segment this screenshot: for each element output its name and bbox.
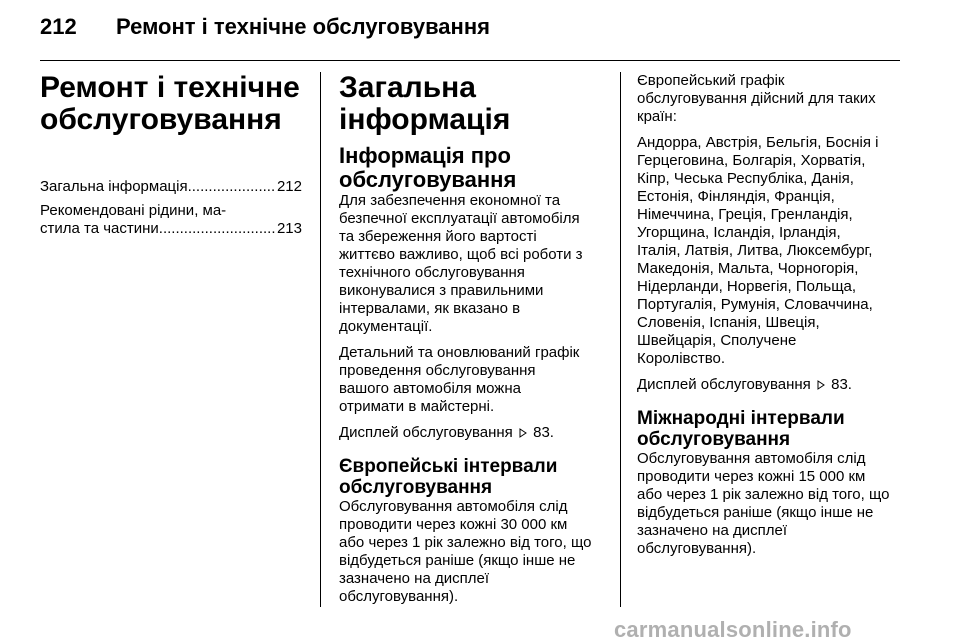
running-title: Ремонт і технічне обслуговування <box>116 14 490 39</box>
reference-arrow-icon <box>817 380 825 390</box>
toc-entry-general-info[interactable]: Загальна інформація ..... 212 <box>40 178 302 196</box>
paragraph: Детальний та оновлюваний графік проведення обслуговування вашого автомобіля можна отримати в майстерні. <box>339 344 580 415</box>
paragraph: Для забезпечення економної та безпечної експлуатації автомобіля та збереження його вартості життєво важливо, щоб всі роботи з технічного обслуговування виконувалися з правильними інтервалами, як вказано в документації. <box>339 192 583 335</box>
paragraph: Обслуговування автомобіля слід проводити через кожні 30 000 км або через 1 рік залежно від того, що відбудеться раніше (якщо інше не зазначено на дисплеї обслуговування). <box>339 498 592 605</box>
cross-reference-link[interactable]: Дисплей обслуговування 83. <box>339 424 554 441</box>
header-rule <box>40 60 900 61</box>
chapter-title: Ремонт і технічне обслуговування <box>40 71 300 136</box>
watermark: carmanualsonline.info <box>614 617 852 642</box>
column-divider-2 <box>620 72 621 607</box>
column-1 <box>40 72 302 238</box>
page-number: 212 <box>40 14 77 39</box>
section-title: Загальна інформація <box>339 71 511 136</box>
column-divider-1 <box>320 72 321 607</box>
reference-arrow-icon <box>519 428 527 438</box>
section-heading-european: Європейські інтервали обслуговування <box>339 456 558 498</box>
paragraph: Обслуговування автомобіля слід проводити через кожні 15 000 км або через 1 рік залежно від того, що відбудеться раніше (якщо інше не зазначено на дисплеї обслуговування). <box>637 450 890 557</box>
column-3 <box>637 72 905 566</box>
paragraph: Європейський графік обслуговування дійсний для таких країн: <box>637 72 876 125</box>
column-2 <box>339 72 605 614</box>
subsection-title: Інформація про обслуговування <box>339 143 517 192</box>
cross-reference-link[interactable]: Дисплей обслуговування 83. <box>637 376 852 393</box>
table-of-contents <box>40 178 302 238</box>
country-list: Андорра, Австрія, Бельгія, Боснія і Герцеговина, Болгарія, Хорватія, Кіпр, Чеська Республіка, Данія, Естонія, Фінляндія, Франція, Німеччина, Греція, Гренландія, Угорщина, Ісландія, Ірландія, Італія, Латвія, Литва, Люксембург, Македонія, Мальта, Чорногорія, Нідерланди, Норвегія, Польща, Португалія, Румунія, Словаччина, Словенія, Іспанія, Швеція, Швейцарія, Сполучене Королівство. <box>637 134 879 367</box>
toc-entry-fluids[interactable]: Рекомендовані рідини, ма- стила та частини ..... 213 <box>40 202 302 238</box>
section-heading-international: Міжнародні інтервали обслуговування <box>637 408 845 450</box>
